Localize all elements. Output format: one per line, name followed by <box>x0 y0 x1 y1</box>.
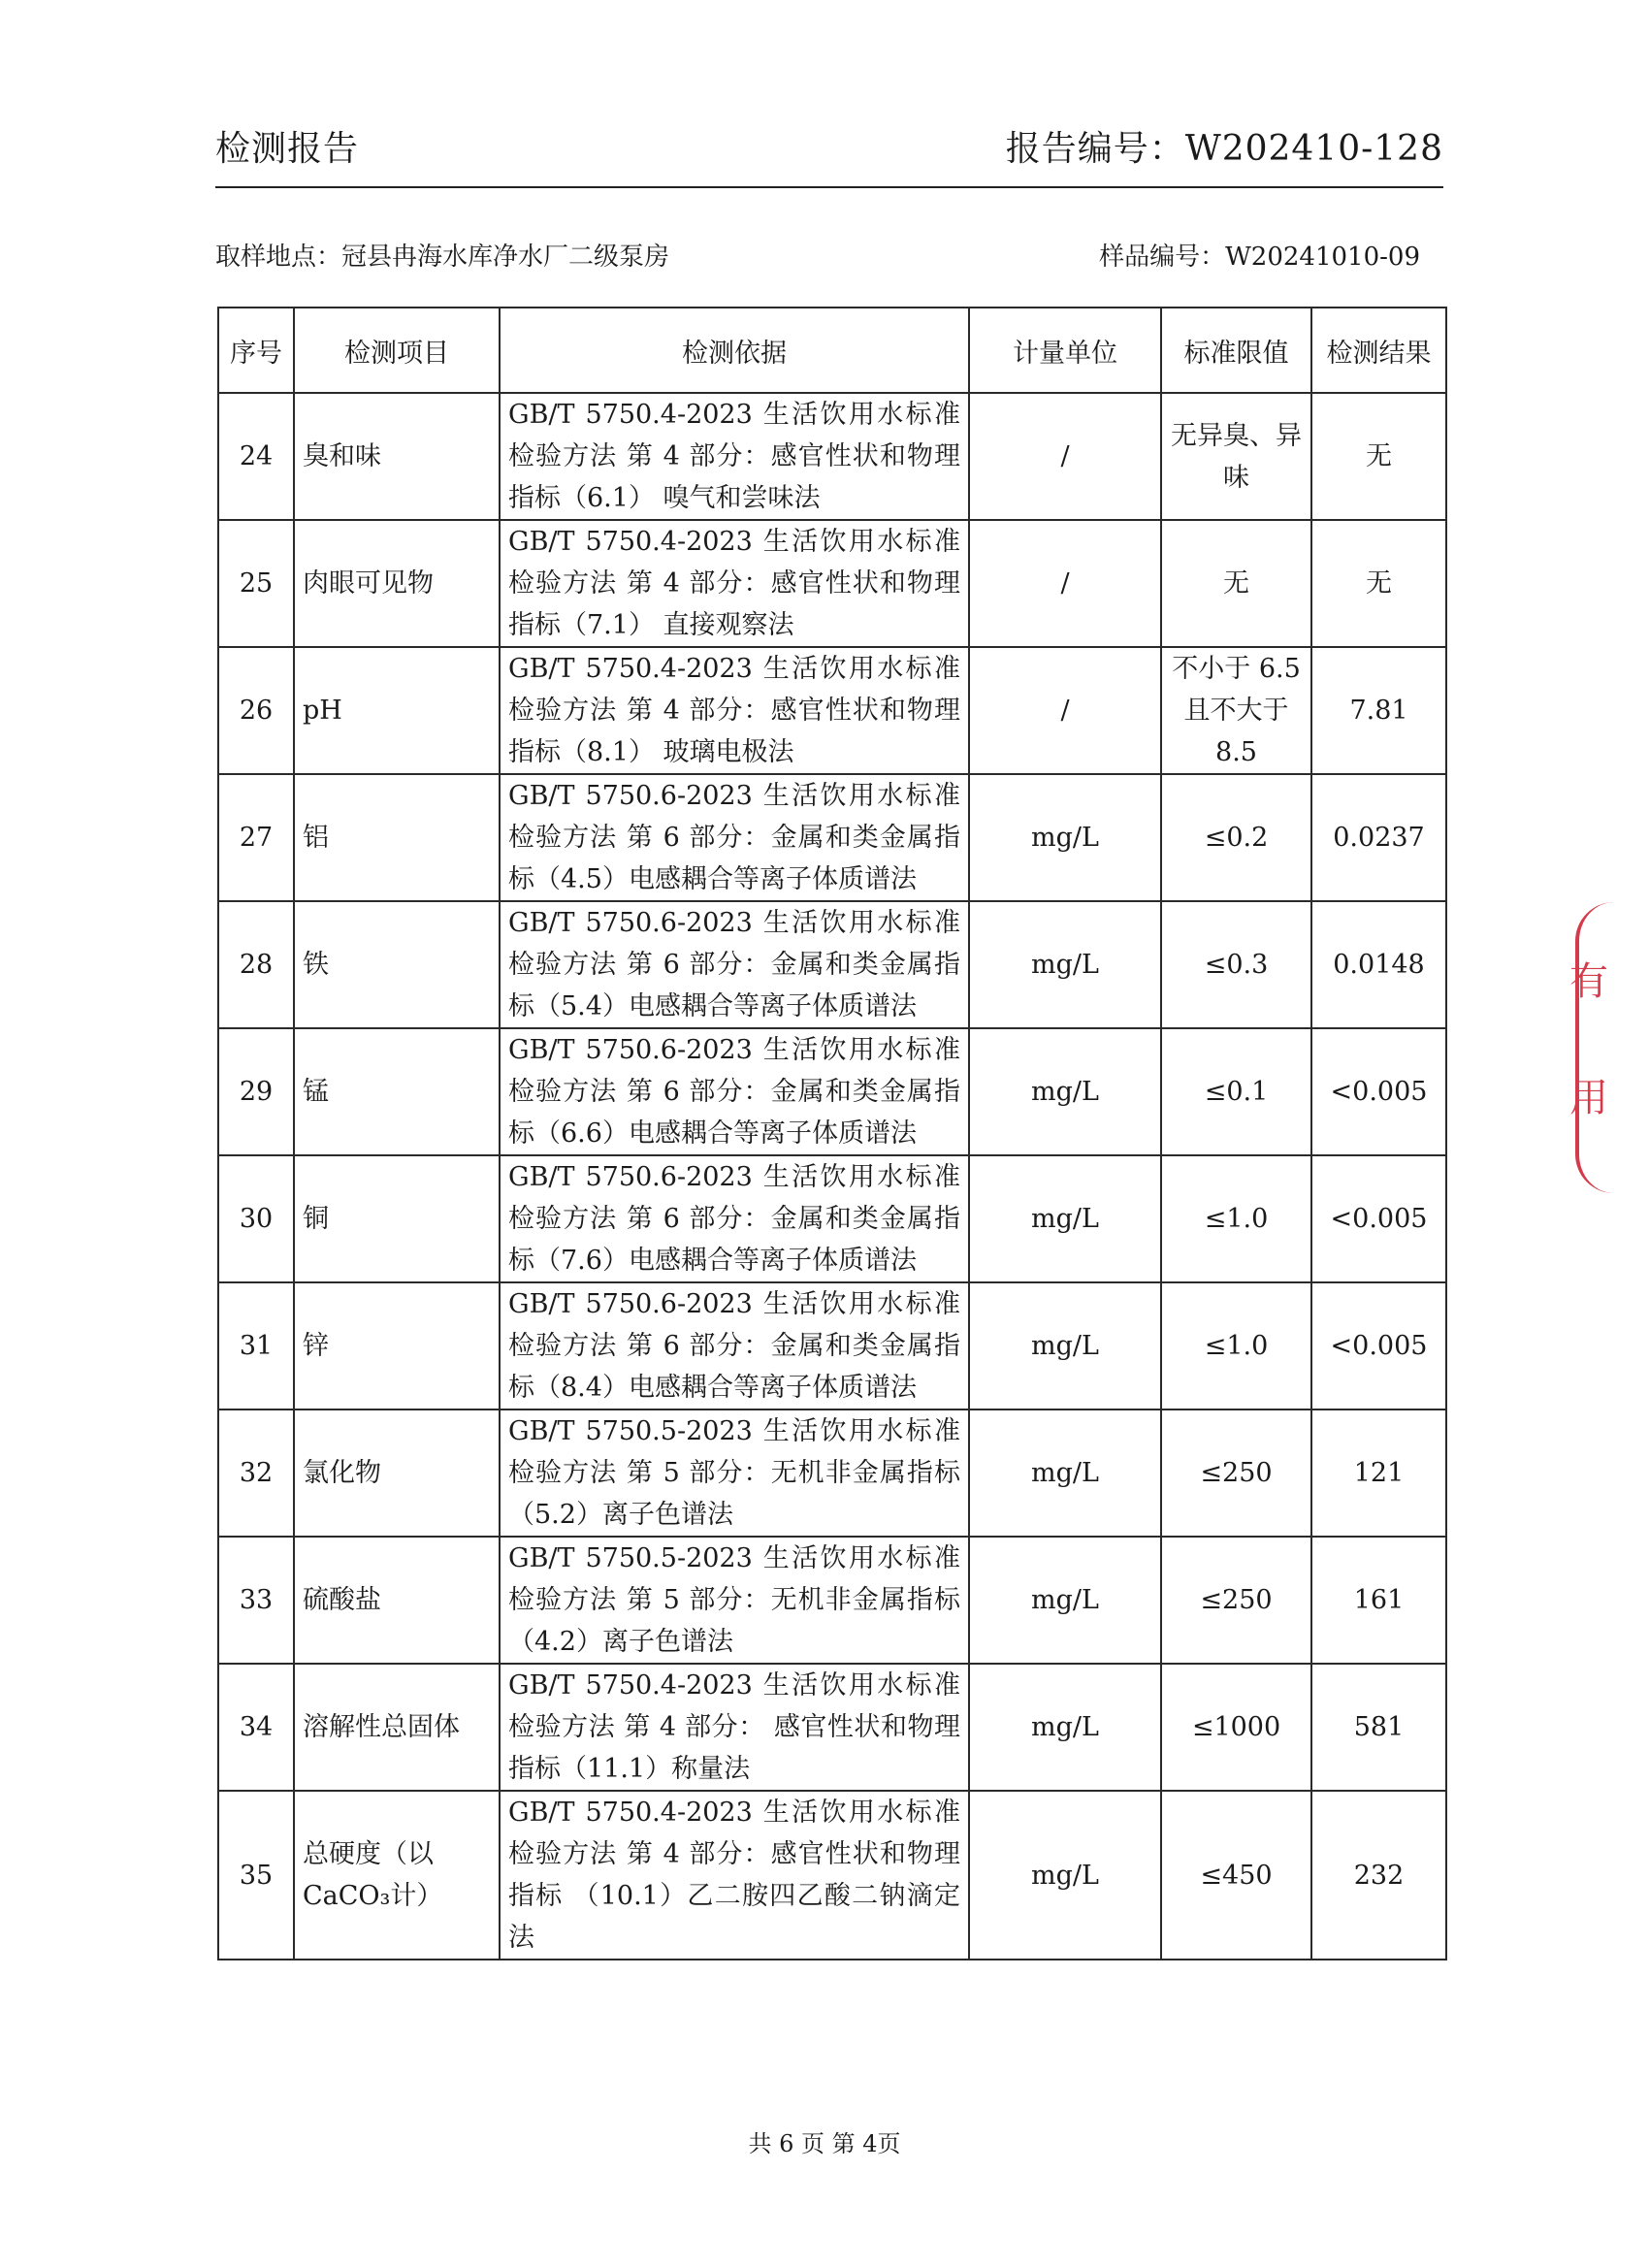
sample-number: 样品编号：W20241010-09 <box>1099 243 1420 272</box>
col-header-limit: 标准限值 <box>1161 308 1311 393</box>
cell-item: 锰 <box>294 1028 500 1155</box>
cell-unit: mg/L <box>969 1155 1161 1282</box>
cell-item: 铁 <box>294 901 500 1028</box>
seal-glyph: 用 <box>1569 1076 1608 1120</box>
cell-unit: mg/L <box>969 1282 1161 1409</box>
cell-item: 总硬度（以CaCO₃计） <box>294 1791 500 1960</box>
cell-no: 26 <box>218 647 294 774</box>
cell-limit: ≤450 <box>1161 1791 1311 1960</box>
cell-result: 232 <box>1311 1791 1446 1960</box>
cell-unit: mg/L <box>969 774 1161 901</box>
cell-basis: GB/T 5750.4-2023 生活饮用水标准检验方法 第 4 部分：感官性状和物理指标（7.1） 直接观察法 <box>500 520 969 647</box>
cell-unit: mg/L <box>969 1409 1161 1537</box>
red-seal-stamp <box>1552 902 1630 1193</box>
cell-unit: mg/L <box>969 1537 1161 1664</box>
table-row <box>218 1409 1446 1537</box>
cell-no: 27 <box>218 774 294 901</box>
seal-glyph: 有 <box>1569 959 1608 1004</box>
col-header-unit: 计量单位 <box>969 308 1161 393</box>
col-header-item: 检测项目 <box>294 308 500 393</box>
cell-item: 硫酸盐 <box>294 1537 500 1664</box>
cell-unit: / <box>969 393 1161 520</box>
cell-basis: GB/T 5750.4-2023 生活饮用水标准检验方法 第 4 部分：感官性状和物理指标（6.1） 嗅气和尝味法 <box>500 393 969 520</box>
cell-limit: ≤0.1 <box>1161 1028 1311 1155</box>
cell-basis: GB/T 5750.4-2023 生活饮用水标准检验方法 第 4 部分：感官性状和物理指标 （10.1）乙二胺四乙酸二钠滴定法 <box>500 1791 969 1960</box>
cell-unit: / <box>969 520 1161 647</box>
cell-basis: GB/T 5750.5-2023 生活饮用水标准检验方法 第 5 部分：无机非金属指标（4.2）离子色谱法 <box>500 1537 969 1664</box>
cell-no: 35 <box>218 1791 294 1960</box>
cell-limit: 不小于 6.5 且不大于 8.5 <box>1161 647 1311 774</box>
cell-result: 161 <box>1311 1537 1446 1664</box>
cell-item: 溶解性总固体 <box>294 1664 500 1791</box>
cell-unit: mg/L <box>969 1664 1161 1791</box>
table-header-row <box>218 308 1446 393</box>
cell-result: 0.0148 <box>1311 901 1446 1028</box>
col-header-basis: 检测依据 <box>500 308 969 393</box>
table-row <box>218 520 1446 647</box>
header-divider <box>215 186 1443 188</box>
col-header-result: 检测结果 <box>1311 308 1446 393</box>
table-row <box>218 1282 1446 1409</box>
cell-limit: ≤0.3 <box>1161 901 1311 1028</box>
col-header-no: 序号 <box>218 308 294 393</box>
cell-result: <0.005 <box>1311 1155 1446 1282</box>
cell-limit: ≤1.0 <box>1161 1282 1311 1409</box>
results-table <box>217 307 1447 1960</box>
cell-item: 锌 <box>294 1282 500 1409</box>
cell-unit: mg/L <box>969 1028 1161 1155</box>
cell-limit: ≤1000 <box>1161 1664 1311 1791</box>
cell-limit: ≤0.2 <box>1161 774 1311 901</box>
report-title: 检测报告 <box>215 129 360 169</box>
table-row <box>218 1537 1446 1664</box>
cell-result: <0.005 <box>1311 1282 1446 1409</box>
sampling-location: 取样地点：冠县冉海水库净水厂二级泵房 <box>215 243 670 272</box>
cell-basis: GB/T 5750.6-2023 生活饮用水标准检验方法 第 6 部分：金属和类金属指标（7.6）电感耦合等离子体质谱法 <box>500 1155 969 1282</box>
table-row <box>218 774 1446 901</box>
cell-no: 31 <box>218 1282 294 1409</box>
cell-result: 7.81 <box>1311 647 1446 774</box>
cell-no: 28 <box>218 901 294 1028</box>
cell-no: 34 <box>218 1664 294 1791</box>
table-row <box>218 1155 1446 1282</box>
cell-no: 30 <box>218 1155 294 1282</box>
cell-basis: GB/T 5750.5-2023 生活饮用水标准检验方法 第 5 部分：无机非金属指标（5.2）离子色谱法 <box>500 1409 969 1537</box>
cell-basis: GB/T 5750.6-2023 生活饮用水标准检验方法 第 6 部分：金属和类金属指标（8.4）电感耦合等离子体质谱法 <box>500 1282 969 1409</box>
cell-item: 肉眼可见物 <box>294 520 500 647</box>
cell-limit: 无 <box>1161 520 1311 647</box>
table-row <box>218 1664 1446 1791</box>
cell-result: 581 <box>1311 1664 1446 1791</box>
table-row <box>218 647 1446 774</box>
cell-item: 臭和味 <box>294 393 500 520</box>
cell-item: 铜 <box>294 1155 500 1282</box>
cell-item: pH <box>294 647 500 774</box>
seal-edge <box>1575 902 1628 1193</box>
cell-unit: mg/L <box>969 1791 1161 1960</box>
cell-no: 25 <box>218 520 294 647</box>
table-row <box>218 1028 1446 1155</box>
page-footer: 共 6 页 第 4页 <box>748 2130 901 2157</box>
cell-no: 32 <box>218 1409 294 1537</box>
cell-limit: ≤250 <box>1161 1409 1311 1537</box>
cell-basis: GB/T 5750.6-2023 生活饮用水标准检验方法 第 6 部分：金属和类金属指标（5.4）电感耦合等离子体质谱法 <box>500 901 969 1028</box>
cell-basis: GB/T 5750.4-2023 生活饮用水标准检验方法 第 4 部分：感官性状和物理指标（8.1） 玻璃电极法 <box>500 647 969 774</box>
cell-basis: GB/T 5750.6-2023 生活饮用水标准检验方法 第 6 部分：金属和类金属指标（6.6）电感耦合等离子体质谱法 <box>500 1028 969 1155</box>
cell-limit: 无异臭、异味 <box>1161 393 1311 520</box>
cell-unit: / <box>969 647 1161 774</box>
cell-basis: GB/T 5750.6-2023 生活饮用水标准检验方法 第 6 部分：金属和类金属指标（4.5）电感耦合等离子体质谱法 <box>500 774 969 901</box>
cell-no: 33 <box>218 1537 294 1664</box>
cell-no: 29 <box>218 1028 294 1155</box>
table-row <box>218 901 1446 1028</box>
cell-basis: GB/T 5750.4-2023 生活饮用水标准检验方法 第 4 部分： 感官性状和物理指标（11.1）称量法 <box>500 1664 969 1791</box>
cell-limit: ≤1.0 <box>1161 1155 1311 1282</box>
cell-result: 无 <box>1311 393 1446 520</box>
table-row <box>218 393 1446 520</box>
cell-result: 无 <box>1311 520 1446 647</box>
cell-no: 24 <box>218 393 294 520</box>
cell-limit: ≤250 <box>1161 1537 1311 1664</box>
cell-result: <0.005 <box>1311 1028 1446 1155</box>
cell-item: 铝 <box>294 774 500 901</box>
cell-result: 0.0237 <box>1311 774 1446 901</box>
table-row <box>218 1791 1446 1960</box>
cell-unit: mg/L <box>969 901 1161 1028</box>
cell-item: 氯化物 <box>294 1409 500 1537</box>
cell-result: 121 <box>1311 1409 1446 1537</box>
report-number: 报告编号：W202410-128 <box>1005 129 1443 169</box>
